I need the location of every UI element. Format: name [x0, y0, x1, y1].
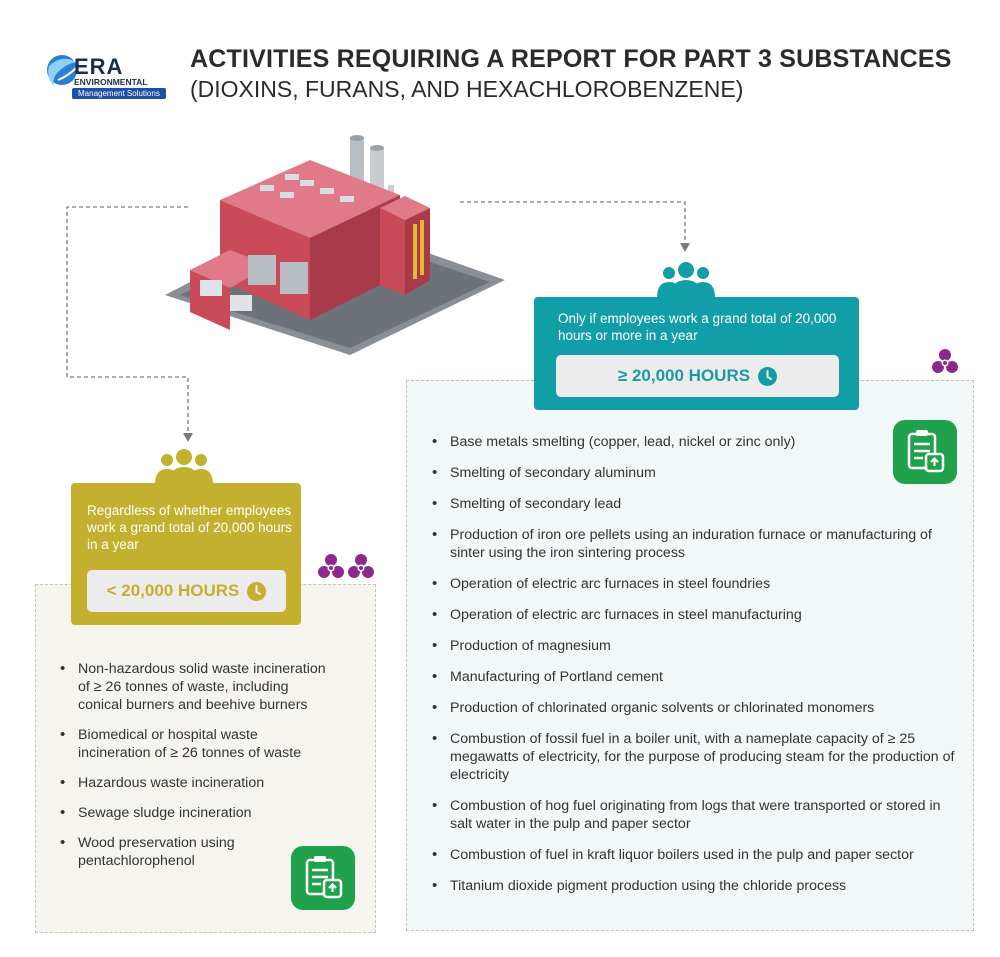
list-item: • Combustion of fuel in kraft liquor boilers used in the pulp and paper sector — [430, 846, 960, 864]
right-card-description: Only if employees work a grand total of 20,000 hours or more in a year — [558, 311, 837, 343]
logo-main-text: ERA — [74, 54, 124, 79]
right-threshold-pill — [556, 355, 839, 397]
list-item: • Operation of electric arc furnaces in steel manufacturing — [430, 606, 960, 624]
right-activity-list — [430, 433, 960, 908]
biohazard-icon — [316, 552, 346, 582]
left-activity-list — [58, 660, 328, 882]
list-item: • Operation of electric arc furnaces in steel foundries — [430, 575, 960, 593]
list-item: • Wood preservation using pentachlorophenol — [58, 834, 328, 870]
list-item: • Production of iron ore pellets using an induration furnace or manufacturing of sinter using the iron sintering process — [430, 526, 960, 562]
list-item: • Smelting of secondary aluminum — [430, 464, 960, 482]
list-item: • Smelting of secondary lead — [430, 495, 960, 513]
biohazard-icon — [346, 552, 376, 582]
biohazard-icon — [930, 347, 960, 377]
list-item: • Hazardous waste incineration — [58, 774, 328, 792]
left-threshold-label: < 20,000 HOURS — [106, 581, 240, 600]
page-title: ACTIVITIES REQUIRING A REPORT FOR PART 3 SUBSTANCES — [190, 45, 952, 73]
people-icon — [153, 449, 215, 487]
list-item: • Sewage sludge incineration — [58, 804, 328, 822]
list-item: • Production of magnesium — [430, 637, 960, 655]
list-item: • Biomedical or hospital waste incineration of ≥ 26 tonnes of waste — [58, 726, 328, 762]
logo-tagline: Management Solutions — [72, 88, 166, 99]
logo-sub-text: ENVIRONMENTAL — [74, 77, 148, 87]
left-card-description: Regardless of whether employees work a grand total of 20,000 hours in a year — [87, 503, 292, 552]
right-threshold-card — [534, 297, 859, 410]
list-item: • Titanium dioxide pigment production using the chloride process — [430, 877, 960, 895]
list-item: • Combustion of fossil fuel in a boiler unit, with a nameplate capacity of ≥ 25 megawatts of electricity, for the purpose of producing steam for the production of electricity — [430, 730, 960, 784]
left-threshold-pill — [87, 570, 286, 612]
list-item: • Combustion of hog fuel originating from logs that were transported or stored in salt water in the pulp and paper sector — [430, 797, 960, 833]
list-item: • Non-hazardous solid waste incineration of ≥ 26 tonnes of waste, including conical burners and beehive burners — [58, 660, 328, 714]
list-item: • Manufacturing of Portland cement — [430, 668, 960, 686]
people-icon — [655, 262, 717, 300]
clock-icon — [247, 582, 266, 601]
page-subtitle: (DIOXINS, FURANS, AND HEXACHLOROBENZENE) — [190, 76, 744, 102]
clock-icon — [758, 367, 777, 386]
list-item: • Base metals smelting (copper, lead, nickel or zinc only) — [430, 433, 960, 451]
list-item: • Production of chlorinated organic solvents or chlorinated monomers — [430, 699, 960, 717]
right-threshold-label: ≥ 20,000 HOURS — [617, 366, 751, 385]
left-threshold-card — [71, 483, 301, 625]
